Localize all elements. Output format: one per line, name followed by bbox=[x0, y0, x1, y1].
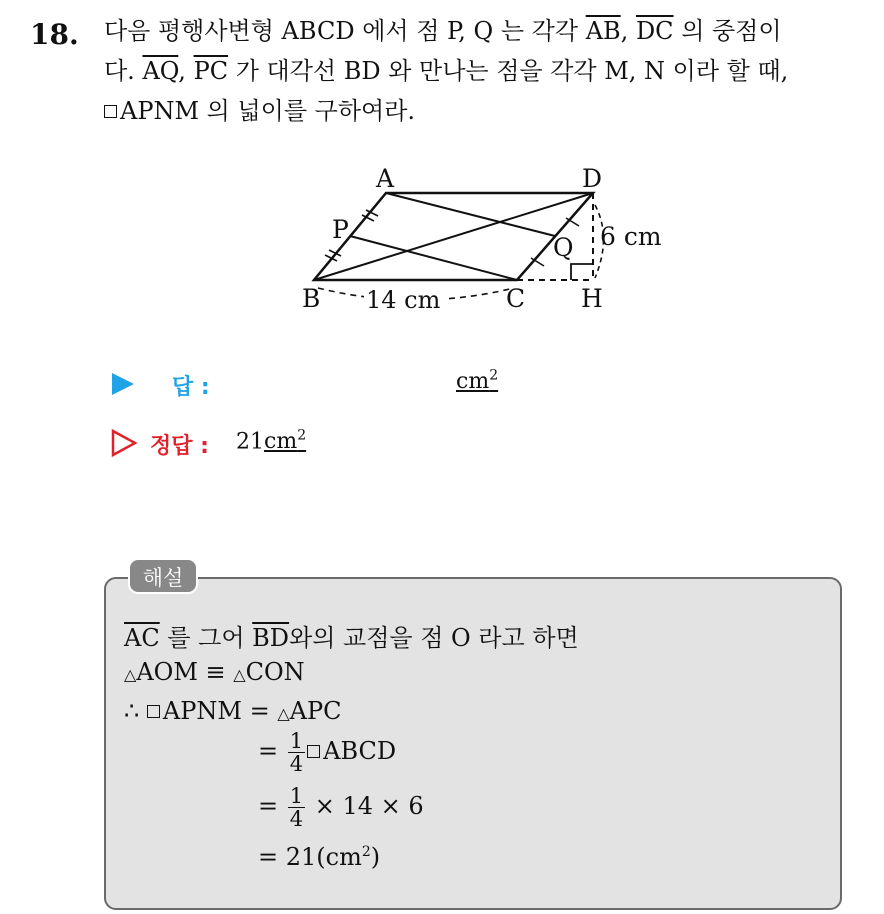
question-line-3: APNM 의 넓이를 구하여라. bbox=[104, 96, 415, 126]
explanation-line-3: ∴ APNM = △APC bbox=[124, 697, 342, 725]
label-q: Q bbox=[553, 233, 574, 262]
label-p: P bbox=[332, 215, 349, 244]
height-label: 6 cm bbox=[600, 222, 662, 251]
triangle-symbol-icon: △ bbox=[124, 665, 137, 684]
fraction: $\frac{1}{4}$ bbox=[289, 729, 304, 776]
question-line-2: 다. $\overline{AQ}$, $\overline{PC}$ 가 대각선 BD 와 만나는 점을 각각 M, N 이라 할 때, bbox=[104, 57, 789, 85]
correct-answer-label: 정답 : bbox=[150, 434, 209, 459]
label-c: C bbox=[506, 284, 526, 313]
question-line-1: 다음 평행사변형 ABCD 에서 점 P, Q 는 각각 $\overline{AB}$, $\overline{DC}$ 의 중점이 bbox=[104, 17, 782, 45]
label-b: B bbox=[302, 284, 321, 313]
answer-label: 답 : bbox=[172, 375, 210, 400]
label-h: H bbox=[581, 284, 603, 313]
explanation-tag: 해설 bbox=[128, 558, 198, 594]
explanation-line-2: △AOM ≡ △CON bbox=[124, 658, 305, 686]
question-number: 18. bbox=[30, 18, 79, 51]
label-d: D bbox=[582, 164, 603, 193]
answer-unit: $cm^2$ bbox=[456, 368, 499, 395]
correct-answer-arrow-icon bbox=[110, 428, 138, 458]
fraction: $\frac{1}{4}$ bbox=[289, 784, 304, 831]
base-label: 14 cm bbox=[366, 286, 441, 314]
correct-answer-value: $21cm^2$ bbox=[236, 428, 307, 455]
label-a: A bbox=[376, 164, 395, 193]
answer-arrow-icon bbox=[110, 371, 136, 397]
explanation-line-4: = $\frac{1}{4}$ ABCD bbox=[258, 729, 397, 776]
triangle-symbol-icon: △ bbox=[233, 665, 246, 684]
explanation-line-5: = $\frac{1}{4}$ × 14 × 6 bbox=[258, 784, 424, 831]
square-symbol-icon bbox=[147, 705, 160, 718]
parallelogram-diagram bbox=[290, 160, 680, 320]
explanation-line-6: = $21(cm^2)$ bbox=[258, 843, 381, 871]
triangle-symbol-icon: △ bbox=[277, 704, 290, 723]
explanation-line-1: $\overline{AC}$ 를 그어 $\overline{BD}$와의 교점을 점 O 라고 하면 bbox=[124, 624, 579, 652]
square-symbol-icon bbox=[104, 105, 117, 118]
square-symbol-icon bbox=[307, 745, 320, 758]
